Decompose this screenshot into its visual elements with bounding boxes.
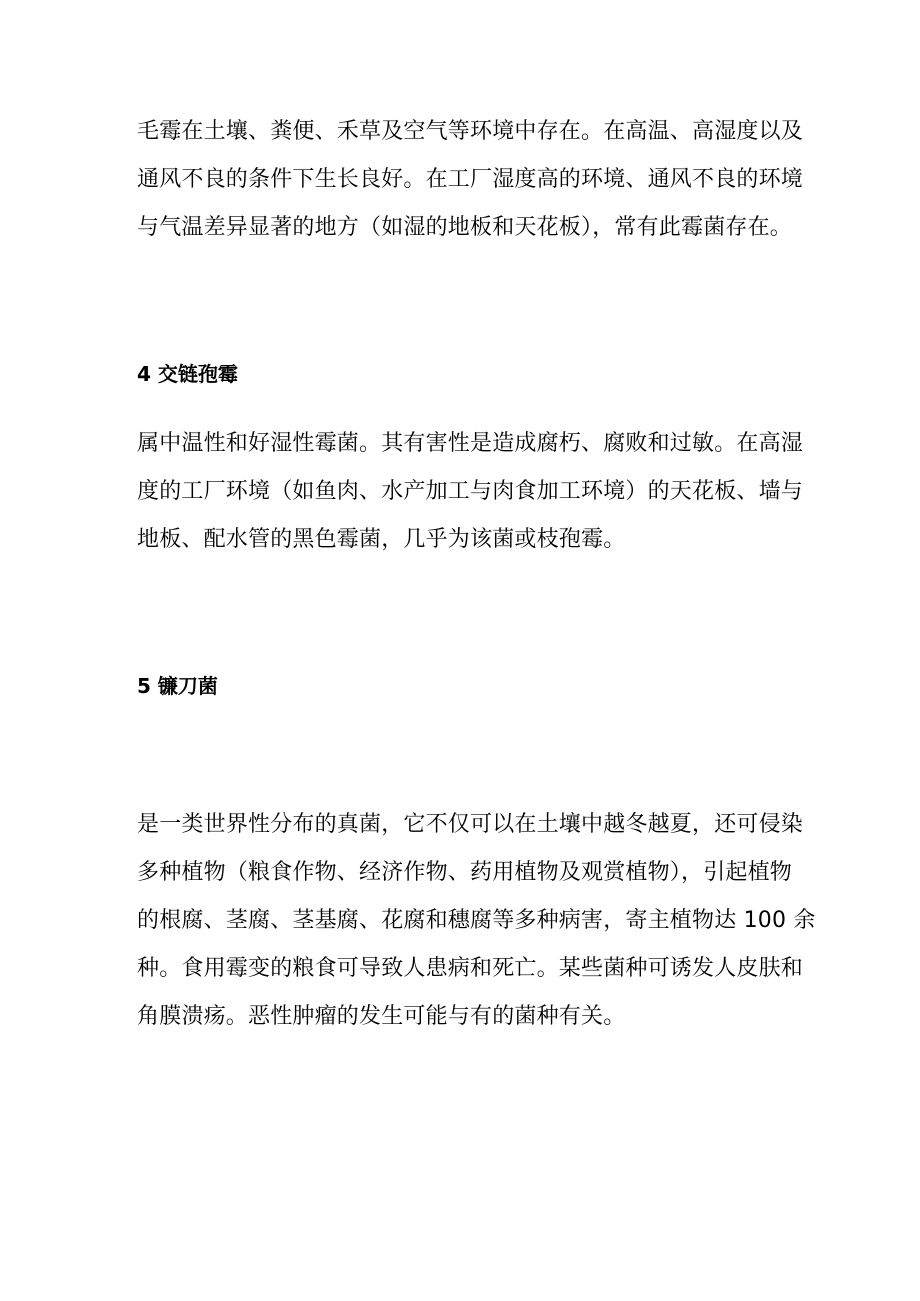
text-line: 毛霉在土壤、粪便、禾草及空气等环境中存在。在高温、高湿度以及 xyxy=(137,119,804,144)
section-heading-alternaria: 4 交链孢霉 xyxy=(137,362,238,386)
text-line: 与气温差异显著的地方（如湿的地板和天花板），常有此霉菌存在。 xyxy=(137,215,793,240)
paragraph-alternaria xyxy=(137,420,804,564)
text-line: 角膜溃疡。恶性肿瘤的发生可能与有的菌种有关。 xyxy=(137,1004,626,1029)
text-line: 地板、配水管的黑色霉菌，几乎为该菌或枝孢霉。 xyxy=(137,527,626,552)
text-line: 多种植物（粮食作物、经济作物、药用植物及观赏植物），引起植物 xyxy=(137,860,793,885)
text-line: 通风不良的条件下生长良好。在工厂湿度高的环境、通风不良的环境 xyxy=(137,167,804,192)
text-line: 属中温性和好湿性霉菌。其有害性是造成腐朽、腐败和过敏。在高湿 xyxy=(137,431,804,456)
text-line: 的根腐、茎腐、茎基腐、花腐和穗腐等多种病害，寄主植物达 100 余 xyxy=(137,908,816,933)
paragraph-mucor xyxy=(137,108,804,252)
paragraph-fusarium xyxy=(137,801,816,1041)
text-line: 是一类世界性分布的真菌，它不仅可以在土壤中越冬越夏，还可侵染 xyxy=(137,812,804,837)
text-line: 度的工厂环境（如鱼肉、水产加工与肉食加工环境）的天花板、墙与 xyxy=(137,479,804,504)
section-heading-fusarium: 5 镰刀菌 xyxy=(137,674,218,698)
text-line: 种。食用霉变的粮食可导致人患病和死亡。某些菌种可诱发人皮肤和 xyxy=(137,956,804,981)
